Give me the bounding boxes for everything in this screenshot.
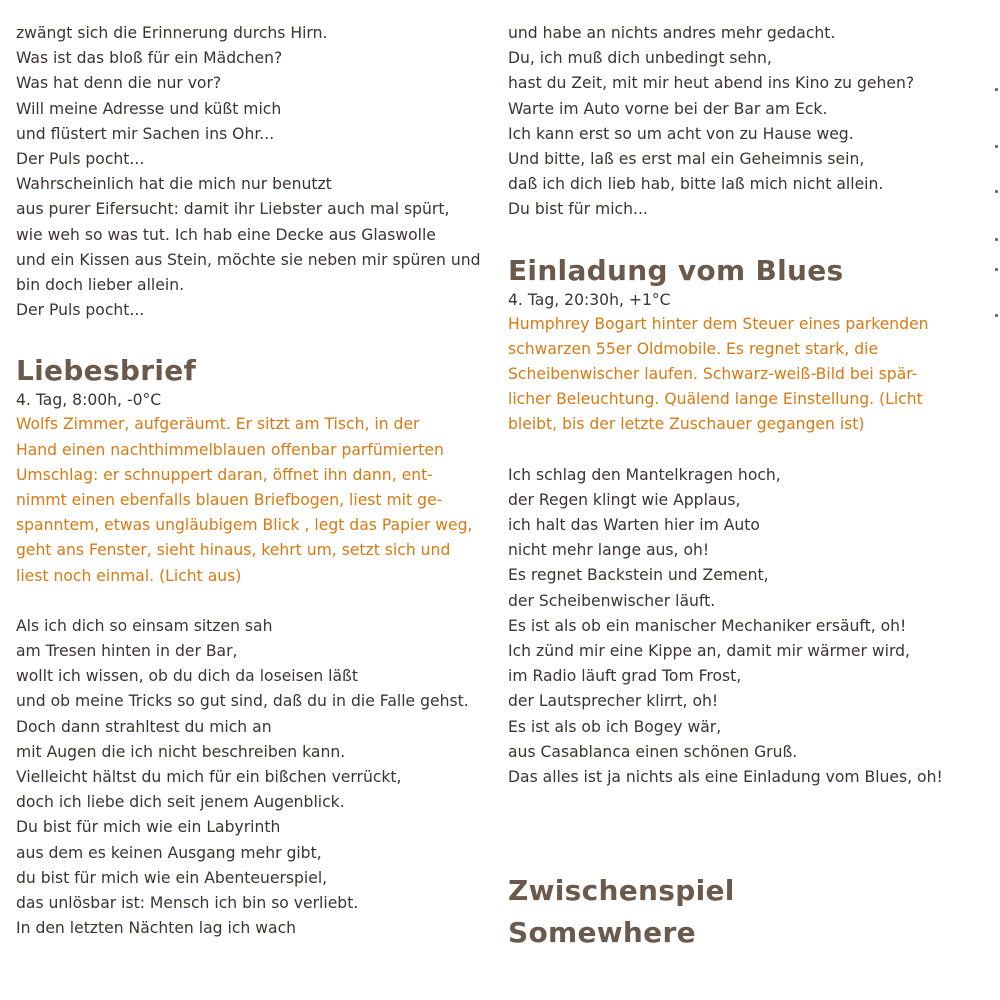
lyric-line: Als ich dich so einsam sitzen sah bbox=[16, 616, 273, 635]
lyric-line: Was hat denn die nur vor? bbox=[16, 74, 222, 93]
lyric-line: das unlösbar ist: Mensch ich bin so verliebt. bbox=[16, 894, 359, 913]
lyric-line: Es regnet Backstein und Zement, bbox=[508, 566, 769, 585]
lyric-line: Warte im Auto vorne bei der Bar am Eck. bbox=[508, 99, 828, 118]
lyric-line: In den letzten Nächten lag ich wach bbox=[16, 919, 297, 938]
lyric-line: Es ist als ob ein manischer Mechaniker ersäuft, oh! bbox=[508, 616, 907, 635]
lyric-line: doch ich liebe dich seit jenem Augenblick. bbox=[16, 793, 345, 812]
stage-line: licher Beleuchtung. Quälend lange Einstellung. (Licht bbox=[508, 390, 923, 409]
edge-mark bbox=[995, 314, 998, 317]
lyric-line: aus dem es keinen Ausgang mehr gibt, bbox=[16, 843, 322, 862]
edge-mark bbox=[995, 145, 998, 148]
lyric-line: Das alles ist ja nichts als eine Einladung vom Blues, oh! bbox=[508, 768, 943, 787]
lyric-line: wie weh so was tut. Ich hab eine Decke aus Glaswolle bbox=[16, 225, 436, 244]
stage-line: Umschlag: er schnuppert daran, öffnet ihn dann, ent- bbox=[16, 465, 433, 484]
lyric-line: und flüstert mir Sachen ins Ohr... bbox=[16, 124, 275, 143]
section-title: Liebesbrief bbox=[16, 354, 197, 388]
left-intro-lyrics bbox=[16, 21, 488, 323]
stage-line: nimmt einen ebenfalls blauen Briefbogen, liest mit ge- bbox=[16, 491, 443, 510]
edge-mark bbox=[995, 268, 998, 271]
scene-time-temperature: 4. Tag, 8:00h, -0°C bbox=[16, 391, 162, 410]
lyric-line: Will meine Adresse und küßt mich bbox=[16, 99, 282, 118]
right-intro-lyrics bbox=[508, 21, 956, 223]
lyric-line: wollt ich wissen, ob du dich da loseisen läßt bbox=[16, 667, 358, 686]
stage-line: Humphrey Bogart hinter dem Steuer eines parkenden bbox=[508, 314, 929, 333]
stage-direction bbox=[16, 412, 488, 588]
lyric-line: und ein Kissen aus Stein, möchte sie neben mir spüren und bbox=[16, 250, 481, 269]
scene-time-temperature: 4. Tag, 20:30h, +1°C bbox=[508, 290, 671, 309]
lyric-line: zwängt sich die Erinnerung durchs Hirn. bbox=[16, 24, 328, 42]
stage-line: liest noch einmal. (Licht aus) bbox=[16, 566, 242, 585]
lyric-line: am Tresen hinten in der Bar, bbox=[16, 642, 238, 661]
lyric-line: Du bist für mich wie ein Labyrinth bbox=[16, 818, 281, 837]
stage-line: Wolfs Zimmer, aufgeräumt. Er sitzt am Tisch, in der bbox=[16, 415, 420, 434]
lyric-line: Du bist für mich... bbox=[508, 200, 648, 219]
lyric-line: Ich schlag den Mantelkragen hoch, bbox=[508, 465, 781, 484]
lyrics-block bbox=[16, 614, 488, 942]
lyric-line: Ich zünd mir eine Kippe an, damit mir wärmer wird, bbox=[508, 642, 910, 661]
edge-mark bbox=[995, 190, 998, 193]
lyric-line: hast du Zeit, mit mir heut abend ins Kino zu gehen? bbox=[508, 74, 915, 93]
lyric-line: ich halt das Warten hier im Auto bbox=[508, 516, 760, 535]
stage-line: Scheibenwischer laufen. Schwarz-weiß-Bild bei spär- bbox=[508, 365, 918, 384]
lyric-line: der Lautsprecher klirrt, oh! bbox=[508, 692, 719, 711]
stage-line: spanntem, etwas ungläubigem Blick , legt das Papier weg, bbox=[16, 516, 473, 535]
lyric-line: aus purer Eifersucht: damit ihr Liebster auch mal spürt, bbox=[16, 200, 450, 219]
lyric-line: und ob meine Tricks so gut sind, daß du in die Falle gehst. bbox=[16, 692, 469, 711]
lyric-line: Der Puls pocht... bbox=[16, 301, 145, 320]
lyric-line: bin doch lieber allein. bbox=[16, 276, 185, 295]
lyric-line: Ich kann erst so um acht von zu Hause weg. bbox=[508, 124, 854, 143]
lyric-line: Wahrscheinlich hat die mich nur benutzt bbox=[16, 175, 332, 194]
next-section-title: Zwischenspiel bbox=[508, 874, 735, 908]
lyric-line: der Regen klingt wie Applaus, bbox=[508, 490, 741, 509]
stage-line: schwarzen 55er Oldmobile. Es regnet stark, die bbox=[508, 339, 879, 358]
lyric-line: im Radio läuft grad Tom Frost, bbox=[508, 667, 742, 686]
lyrics-block bbox=[508, 463, 956, 791]
lyric-line: Vielleicht hältst du mich für ein bißchen verrückt, bbox=[16, 768, 402, 787]
lyric-line: nicht mehr lange aus, oh! bbox=[508, 541, 710, 560]
stage-line: geht ans Fenster, sieht hinaus, kehrt um, setzt sich und bbox=[16, 541, 451, 560]
lyric-line: Der Puls pocht... bbox=[16, 150, 145, 169]
lyric-line: daß ich dich lieb hab, bitte laß mich nicht allein. bbox=[508, 175, 884, 194]
stage-direction bbox=[508, 312, 956, 438]
right-column bbox=[508, 21, 956, 950]
lyric-line: aus Casablanca einen schönen Gruß. bbox=[508, 742, 798, 761]
edge-mark bbox=[995, 238, 998, 241]
lyric-line: du bist für mich wie ein Abenteuerspiel, bbox=[16, 868, 328, 887]
left-column bbox=[16, 21, 488, 942]
lyric-line: und habe an nichts andres mehr gedacht. bbox=[508, 24, 836, 42]
next-section-subtitle: Somewhere bbox=[508, 916, 696, 950]
lyric-line: Doch dann strahltest du mich an bbox=[16, 717, 272, 736]
lyric-line: Und bitte, laß es erst mal ein Geheimnis sein, bbox=[508, 150, 865, 169]
section-title: Einladung vom Blues bbox=[508, 253, 844, 287]
edge-mark bbox=[995, 88, 998, 91]
lyric-line: mit Augen die ich nicht beschreiben kann. bbox=[16, 742, 346, 761]
stage-line: Hand einen nachthimmelblauen offenbar parfümierten bbox=[16, 440, 444, 459]
lyric-line: Was ist das bloß für ein Mädchen? bbox=[16, 49, 283, 68]
lyric-line: Du, ich muß dich unbedingt sehn, bbox=[508, 49, 772, 68]
lyric-line: Es ist als ob ich Bogey wär, bbox=[508, 717, 722, 736]
lyric-line: der Scheibenwischer läuft. bbox=[508, 591, 716, 610]
stage-line: bleibt, bis der letzte Zuschauer gegangen ist) bbox=[508, 415, 865, 434]
